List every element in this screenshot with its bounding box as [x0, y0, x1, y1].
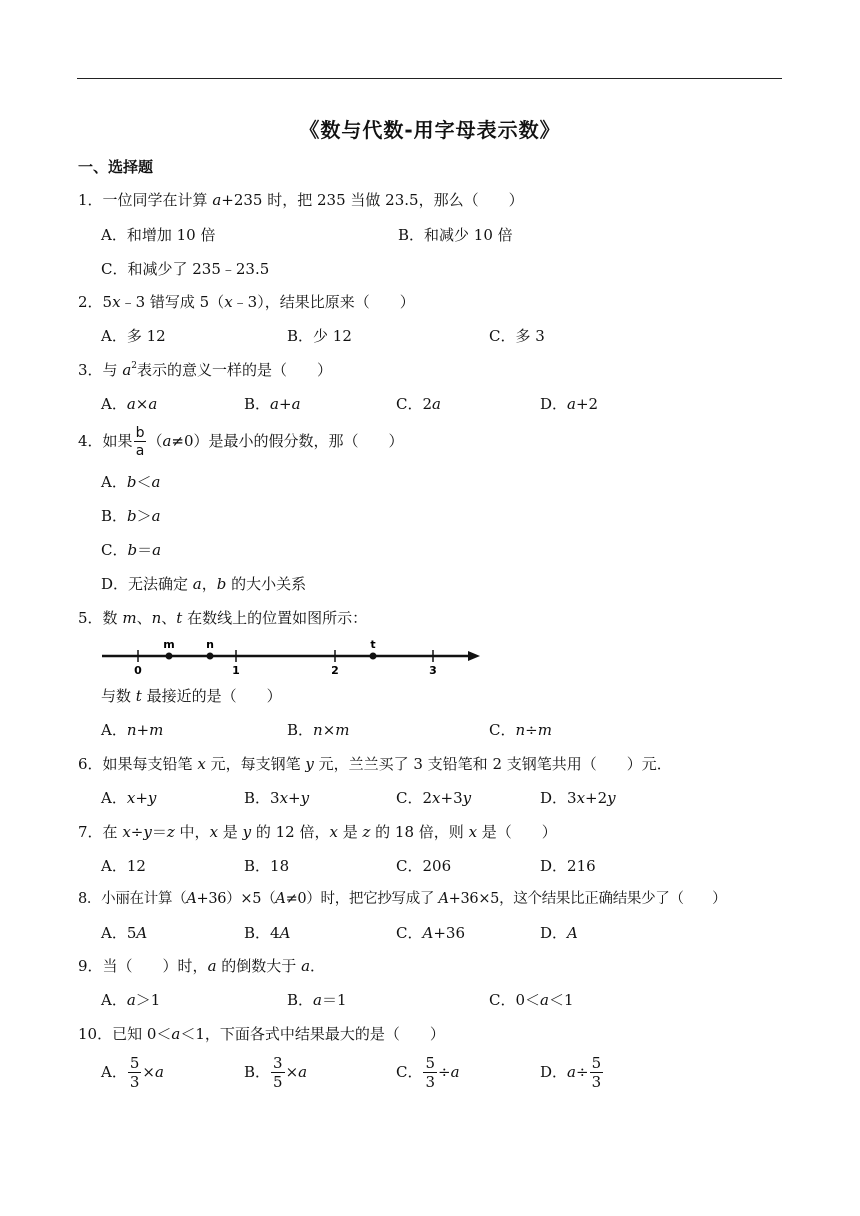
q2-option-a[interactable]: A．多 12	[101, 327, 166, 345]
q6-option-c[interactable]: C．2x+3y	[396, 789, 472, 807]
question-4: 4．如果 $\frac{b}{a}$ （a≠0）是最小的假分数，那（ ）	[78, 425, 404, 459]
q3-option-b[interactable]: B．a+a	[244, 395, 301, 413]
q7-option-b[interactable]: B．18	[244, 857, 290, 875]
label-n: n	[206, 638, 214, 651]
q4-option-c[interactable]: C．b＝a	[101, 541, 162, 559]
fraction-5-3: $\frac{5}{3}$	[591, 1054, 602, 1091]
q10-option-a[interactable]: A． $\frac{5}{3}$ ×a	[101, 1054, 164, 1091]
q7-option-c[interactable]: C．206	[396, 857, 452, 875]
question-8: 8．小丽在计算（A+36）×5（A≠0）时，把它抄写成了 A+36×5，这个结果比正确结果少了（ ）	[78, 891, 727, 907]
tick-label-2: 2	[331, 664, 339, 676]
q9-option-a[interactable]: A．a＞1	[101, 991, 161, 1009]
fraction-3-5: $\frac{3}{5}$	[273, 1054, 283, 1091]
question-5: 5．数 m、n、t 在数线上的位置如图所示：	[78, 609, 368, 627]
q5-option-b[interactable]: B．n×m	[287, 721, 350, 739]
question-7: 7．在 x÷y＝z 中，x 是 y 的 12 倍，x 是 z 的 18 倍，则 x 是（ ）	[78, 823, 557, 841]
question-3: 3．与 $a^2$表示的意义一样的是（ ）	[78, 361, 333, 379]
fraction-5-3: $\frac{5}{3}$	[129, 1054, 140, 1091]
question-1: 1．一位同学在计算 a+235 时，把 235 当做 23.5，那么（ ）	[78, 191, 524, 209]
q5-option-c[interactable]: C．n÷m	[489, 721, 552, 739]
question-5-subtext: 与数 t 最接近的是（ ）	[101, 687, 282, 705]
q7-option-a[interactable]: A．12	[101, 857, 146, 875]
number-line-arrow	[468, 651, 480, 661]
label-t: t	[370, 638, 376, 651]
number-line-figure	[96, 636, 486, 676]
q10-option-b[interactable]: B． $\frac{3}{5}$ ×a	[244, 1054, 308, 1091]
q1-option-c[interactable]: C．和减少了 235﹣23.5	[101, 260, 270, 278]
q8-option-b[interactable]: B．4A	[244, 924, 291, 942]
section-heading: 一、选择题	[78, 158, 154, 176]
q4-option-d[interactable]: D．无法确定 a，b 的大小关系	[101, 575, 307, 593]
q1-option-b[interactable]: B．和减少 10 倍	[398, 226, 513, 244]
question-6: 6．如果每支铅笔 x 元，每支钢笔 y 元，兰兰买了 3 支铅笔和 2 支钢笔共用（ ）元．	[78, 755, 672, 773]
q1-option-a[interactable]: A．和增加 10 倍	[101, 226, 216, 244]
q3-option-a[interactable]: A．a×a	[101, 395, 158, 413]
point-t	[370, 653, 377, 660]
q10-option-c[interactable]: C． $\frac{5}{3}$ ÷a	[396, 1054, 460, 1091]
q2-option-b[interactable]: B．少 12	[287, 327, 352, 345]
tick-label-0: 0	[134, 664, 142, 676]
q8-option-d[interactable]: D．A	[540, 924, 578, 942]
page-title: 《数与代数-用字母表示数》	[299, 118, 561, 142]
q5-option-a[interactable]: A．n+m	[101, 721, 164, 739]
label-m: m	[163, 638, 175, 651]
q2-option-c[interactable]: C．多 3	[489, 327, 545, 345]
q6-option-a[interactable]: A．x+y	[101, 789, 157, 807]
q9-option-b[interactable]: B．a＝1	[287, 991, 347, 1009]
point-m	[166, 653, 173, 660]
fraction-b-over-a: $\frac{b}{a}$	[135, 425, 145, 459]
q6-option-b[interactable]: B．3x+y	[244, 789, 310, 807]
q6-option-d[interactable]: D．3x+2y	[540, 789, 616, 807]
q3-option-c[interactable]: C．2a	[396, 395, 441, 413]
q8-option-c[interactable]: C．A+36	[396, 924, 465, 942]
fraction-5-3: $\frac{5}{3}$	[425, 1054, 436, 1091]
q3-option-d[interactable]: D．a+2	[540, 395, 599, 413]
question-9: 9．当（ ）时，a 的倒数大于 a．	[78, 957, 326, 975]
tick-label-3: 3	[429, 664, 437, 676]
point-n	[207, 653, 214, 660]
q7-option-d[interactable]: D．216	[540, 857, 596, 875]
question-10: 10．已知 0＜a＜1，下面各式中结果最大的是（ ）	[78, 1025, 445, 1043]
q4-option-b[interactable]: B．b＞a	[101, 507, 161, 525]
q10-option-d[interactable]: D．a÷ $\frac{5}{3}$	[540, 1054, 602, 1091]
question-2: 2．5x﹣3 错写成 5（x﹣3），结果比原来（ ）	[78, 293, 415, 311]
tick-label-1: 1	[232, 664, 240, 676]
header-rule	[77, 78, 782, 79]
q9-option-c[interactable]: C．0＜a＜1	[489, 991, 574, 1009]
q4-option-a[interactable]: A．b＜a	[101, 473, 161, 491]
q8-option-a[interactable]: A．5A	[101, 924, 148, 942]
